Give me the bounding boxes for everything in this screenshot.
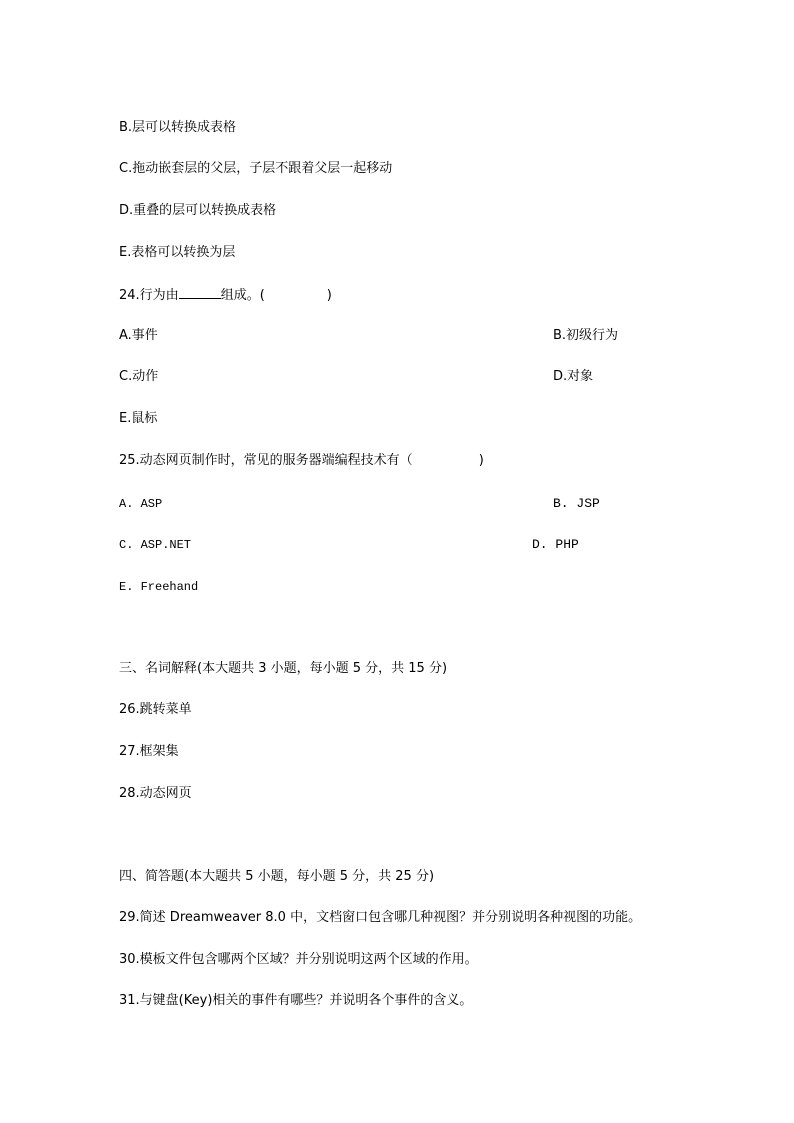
q30-item: 30.模板文件包含哪两个区域？并分别说明这两个区域的作用。 bbox=[119, 952, 478, 967]
q25-stem-close: ) bbox=[478, 453, 484, 468]
q24-stem-suffix: 组成。( bbox=[220, 288, 265, 303]
q24-option-d: D.对象 bbox=[553, 369, 594, 384]
q25-stem bbox=[119, 453, 484, 469]
q24-stem bbox=[119, 286, 332, 304]
q24-stem-close: ) bbox=[326, 288, 332, 303]
q28-item: 28.动态网页 bbox=[119, 786, 192, 801]
q25-stem-text: 25.动态网页制作时，常见的服务器端编程技术有（ bbox=[119, 453, 413, 468]
q25-option-b: B. JSP bbox=[553, 496, 600, 511]
q24-stem-prefix: 24.行为由 bbox=[119, 288, 179, 303]
q23-option-d: D.重叠的层可以转换成表格 bbox=[119, 203, 277, 218]
q24-fill-blank bbox=[179, 286, 221, 299]
q23-option-b: B.层可以转换成表格 bbox=[119, 120, 237, 135]
q31-item: 31.与键盘(Key)相关的事件有哪些？并说明各个事件的含义。 bbox=[119, 993, 473, 1008]
q24-option-e: E.鼠标 bbox=[119, 411, 158, 426]
q27-item: 27.框架集 bbox=[119, 744, 179, 759]
q26-item: 26.跳转菜单 bbox=[119, 702, 192, 717]
q25-option-d: D. PHP bbox=[532, 537, 579, 552]
q24-option-c: C.动作 bbox=[119, 369, 159, 384]
q25-option-e: E. Freehand bbox=[119, 580, 199, 594]
q24-option-b: B.初级行为 bbox=[553, 328, 619, 343]
section3-heading: 三、名词解释(本大题共 3 小题，每小题 5 分，共 15 分) bbox=[119, 661, 448, 676]
q29-item: 29.简述 Dreamweaver 8.0 中，文档窗口包含哪几种视图？并分别说明各种视图的功能。 bbox=[119, 910, 642, 925]
q23-option-e: E.表格可以转换为层 bbox=[119, 245, 236, 260]
section4-heading: 四、简答题(本大题共 5 小题，每小题 5 分，共 25 分) bbox=[119, 869, 435, 884]
q25-option-a: A. ASP bbox=[119, 497, 163, 511]
q25-option-c: C. ASP.NET bbox=[119, 538, 192, 552]
q24-option-a: A.事件 bbox=[119, 328, 158, 343]
q23-option-c: C.拖动嵌套层的父层，子层不跟着父层一起移动 bbox=[119, 161, 393, 176]
